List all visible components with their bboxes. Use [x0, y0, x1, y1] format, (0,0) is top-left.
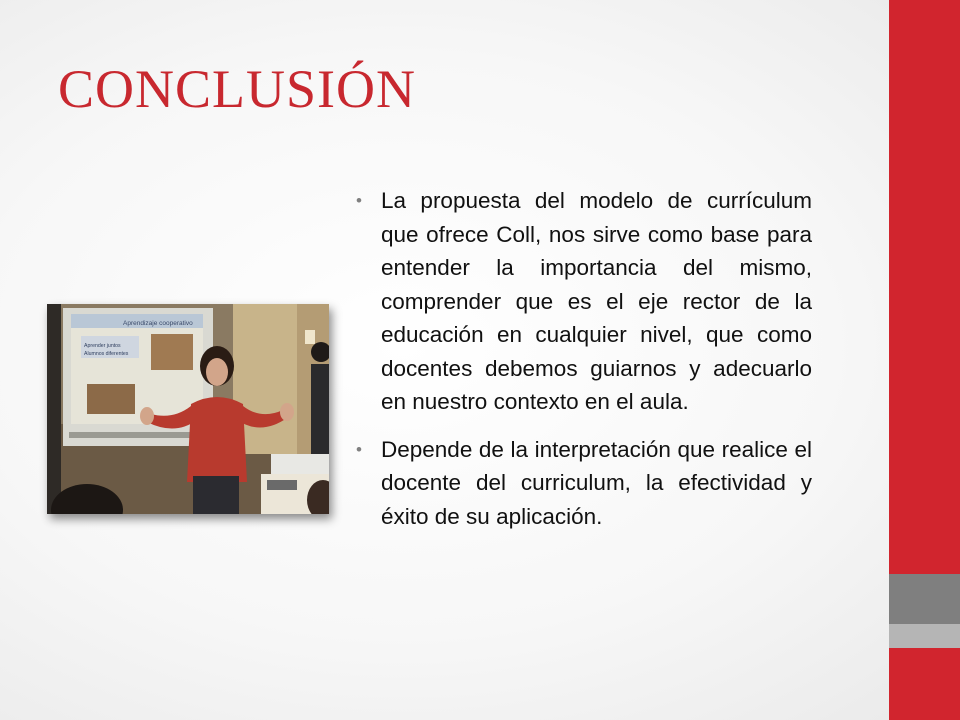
bullet-marker: • — [356, 439, 362, 459]
sidebar-red-stripe-top — [889, 0, 960, 574]
sidebar-gray-stripe-dark — [889, 574, 960, 624]
bullet-list — [356, 184, 812, 547]
decorative-sidebar — [889, 0, 960, 720]
screen-heading: Aprendizaje cooperativo — [123, 320, 193, 327]
bullet-item — [356, 184, 812, 419]
slide-title: CONCLUSIÓN — [58, 59, 417, 119]
screen-line-1: Aprender juntos — [84, 343, 121, 349]
bullet-text: Depende de la interpretación que realice el docente del curriculum, la efectividad y éxito de su aplicación. — [381, 436, 812, 529]
sidebar-red-stripe-bottom — [889, 648, 960, 720]
bullet-item — [356, 433, 812, 534]
bullet-marker: • — [356, 191, 362, 210]
bullet-text: La propuesta del modelo de currículum que ofrece Coll, nos sirve como base para entender la importancia del mismo, comprender que es el eje rector de la educación en cualquier nivel, que como docentes debemos guiarnos y adecuarlo en nuestro contexto en el aula. — [381, 188, 812, 414]
classroom-photo — [47, 304, 329, 514]
screen-line-2: Alumnos diferentes — [84, 351, 129, 357]
sidebar-gray-stripe-light — [889, 624, 960, 648]
